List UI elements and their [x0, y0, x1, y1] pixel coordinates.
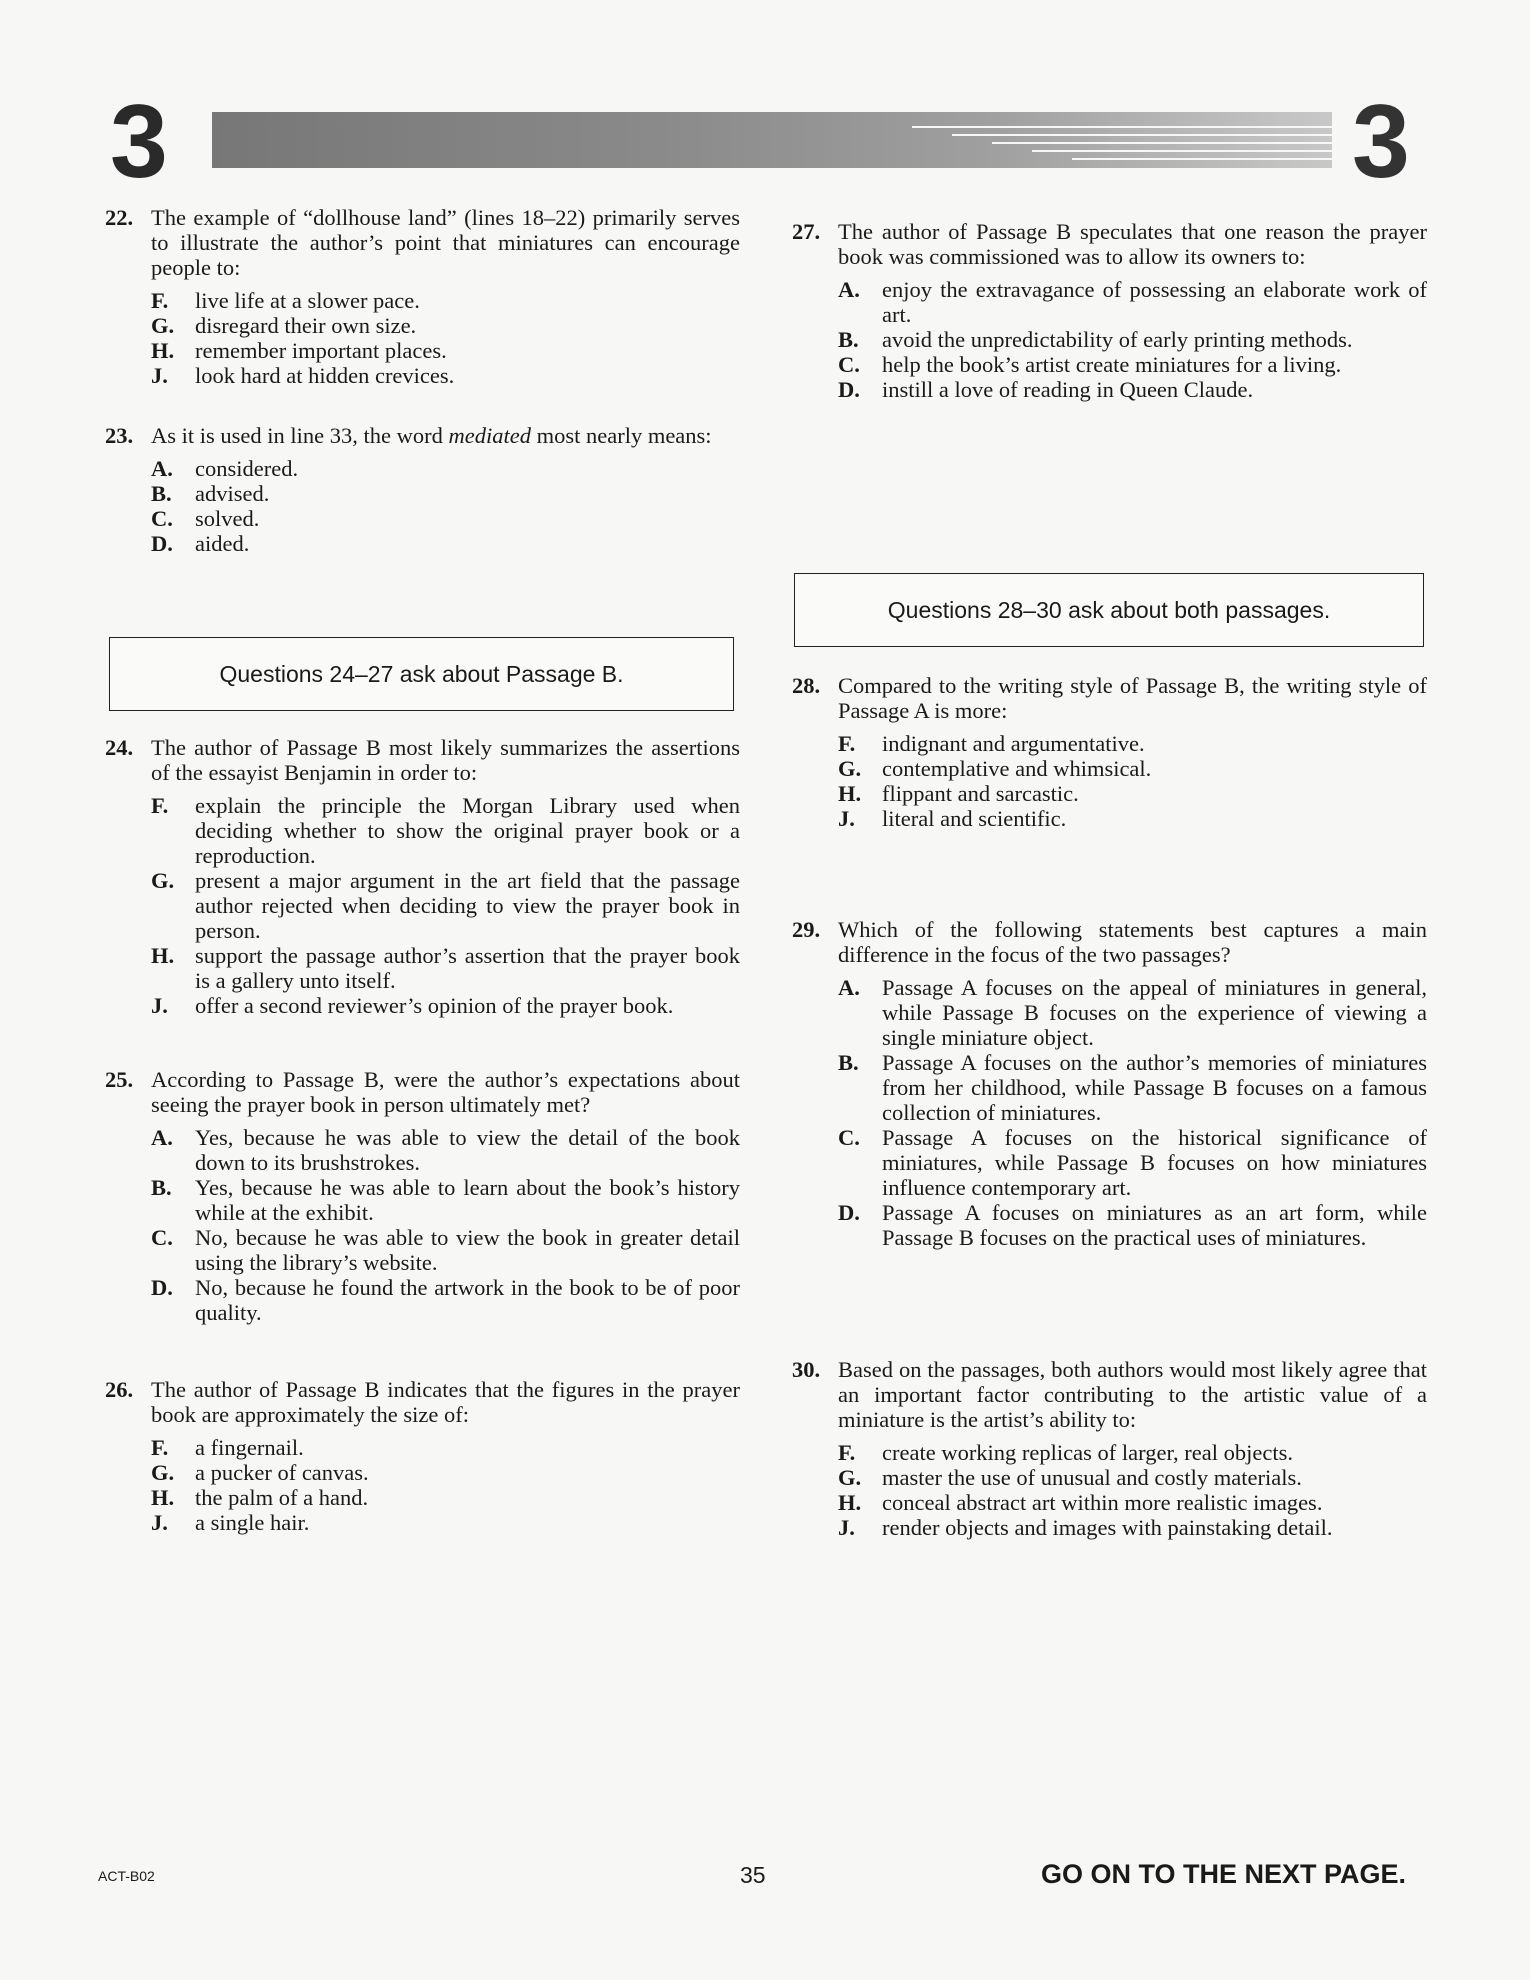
- section-number-right: 3: [1352, 84, 1410, 200]
- option-text: create working replicas of larger, real objects.: [882, 1440, 1293, 1465]
- emphasized-word: mediated: [448, 423, 531, 448]
- answer-option[interactable]: [151, 993, 740, 1018]
- option-letter: D.: [151, 1275, 173, 1300]
- option-text: a fingernail.: [195, 1435, 304, 1460]
- option-letter: A.: [151, 456, 173, 481]
- question-number: 23.: [105, 423, 134, 448]
- option-letter: J.: [838, 806, 855, 831]
- option-letter: B.: [838, 327, 859, 352]
- question-22: [105, 205, 740, 388]
- option-letter: D.: [838, 1200, 860, 1225]
- section-number-left: 3: [110, 84, 168, 200]
- question-stem: Based on the passages, both authors would most likely agree that an important factor contributing to the artistic value of a miniature is the artist’s ability to:: [838, 1357, 1427, 1432]
- option-letter: C.: [838, 352, 860, 377]
- question-number: 24.: [105, 735, 134, 760]
- answer-option[interactable]: [838, 277, 1427, 327]
- option-text: indignant and argumentative.: [882, 731, 1145, 756]
- option-text: render objects and images with painstaking detail.: [882, 1515, 1333, 1540]
- question-29: [792, 917, 1427, 1250]
- answer-option[interactable]: [151, 288, 740, 313]
- question-stem: According to Passage B, were the author’s expectations about seeing the prayer book in person ultimately met?: [151, 1067, 740, 1117]
- question-stem: The author of Passage B most likely summarizes the assertions of the essayist Benjamin in order to:: [151, 735, 740, 785]
- answer-option[interactable]: [151, 363, 740, 388]
- question-24: [105, 735, 740, 1018]
- question-stem: As it is used in line 33, the word mediated most nearly means:: [151, 423, 712, 448]
- answer-option[interactable]: [838, 377, 1427, 402]
- option-text: live life at a slower pace.: [195, 288, 420, 313]
- option-text: look hard at hidden crevices.: [195, 363, 455, 388]
- option-text: a single hair.: [195, 1510, 310, 1535]
- option-text: a pucker of canvas.: [195, 1460, 369, 1485]
- answer-option[interactable]: [151, 1125, 740, 1175]
- option-letter: A.: [838, 975, 860, 1000]
- answer-option[interactable]: [838, 781, 1427, 806]
- option-text: avoid the unpredictability of early printing methods.: [882, 327, 1353, 352]
- option-text: the palm of a hand.: [195, 1485, 369, 1510]
- answer-option[interactable]: [151, 1275, 740, 1325]
- question-28: [792, 673, 1427, 831]
- option-letter: F.: [151, 288, 169, 313]
- option-letter: H.: [838, 781, 862, 806]
- question-number: 30.: [792, 1357, 821, 1382]
- question-number: 29.: [792, 917, 821, 942]
- answer-option[interactable]: [838, 327, 1427, 352]
- option-text: Passage A focuses on miniatures as an art form, while Passage B focuses on the practical uses of miniatures.: [882, 1200, 1427, 1250]
- note-text: Questions 28–30 ask about both passages.: [887, 596, 1331, 623]
- answer-option[interactable]: [838, 731, 1427, 756]
- question-number: 22.: [105, 205, 134, 230]
- answer-option[interactable]: [151, 868, 740, 943]
- option-text: advised.: [195, 481, 270, 506]
- answer-option[interactable]: [838, 1440, 1427, 1465]
- answer-option[interactable]: [838, 352, 1427, 377]
- answer-option[interactable]: [151, 1435, 740, 1460]
- question-number: 27.: [792, 219, 821, 244]
- option-letter: D.: [838, 377, 860, 402]
- option-text: aided.: [195, 531, 250, 556]
- option-text: disregard their own size.: [195, 313, 417, 338]
- answer-option[interactable]: [838, 1125, 1427, 1200]
- answer-option[interactable]: [151, 1175, 740, 1225]
- option-text: Yes, because he was able to learn about the book’s history while at the exhibit.: [195, 1175, 740, 1225]
- question-number: 26.: [105, 1377, 134, 1402]
- option-letter: B.: [151, 1175, 172, 1200]
- answer-option[interactable]: [838, 1515, 1427, 1540]
- option-text: explain the principle the Morgan Library used when deciding whether to show the original prayer book or a reproduction.: [195, 793, 740, 868]
- answer-option[interactable]: [838, 1050, 1427, 1125]
- answer-option[interactable]: [151, 531, 740, 556]
- option-text: Passage A focuses on the historical significance of miniatures, while Passage B focuses on how miniatures influence contemporary art.: [882, 1125, 1427, 1200]
- option-text: No, because he found the artwork in the book to be of poor quality.: [195, 1275, 740, 1325]
- option-text: solved.: [195, 506, 260, 531]
- option-letter: J.: [151, 1510, 168, 1535]
- option-text: offer a second reviewer’s opinion of the prayer book.: [195, 993, 674, 1018]
- answer-option[interactable]: [838, 975, 1427, 1050]
- option-text: considered.: [195, 456, 299, 481]
- question-23: [105, 423, 740, 556]
- option-letter: C.: [151, 1225, 173, 1250]
- option-letter: H.: [151, 338, 175, 363]
- answer-option[interactable]: [151, 481, 740, 506]
- option-text: remember important places.: [195, 338, 447, 363]
- option-letter: J.: [151, 993, 168, 1018]
- option-letter: B.: [838, 1050, 859, 1075]
- option-letter: F.: [838, 1440, 856, 1465]
- answer-option[interactable]: [838, 1200, 1427, 1250]
- option-text: support the passage author’s assertion that the prayer book is a gallery unto itself.: [195, 943, 740, 993]
- option-letter: G.: [151, 1460, 175, 1485]
- next-page-instruction: GO ON TO THE NEXT PAGE.: [1040, 1859, 1406, 1889]
- option-text: flippant and sarcastic.: [882, 781, 1079, 806]
- question-stem: The author of Passage B indicates that the figures in the prayer book are approximately the size of:: [151, 1377, 740, 1427]
- passage-b-note-box: [109, 637, 734, 711]
- answer-option[interactable]: [151, 338, 740, 363]
- option-text: conceal abstract art within more realistic images.: [882, 1490, 1323, 1515]
- answer-option[interactable]: [151, 1460, 740, 1485]
- option-letter: C.: [838, 1125, 860, 1150]
- option-letter: B.: [151, 481, 172, 506]
- option-letter: H.: [151, 1485, 175, 1510]
- answer-option[interactable]: [838, 1465, 1427, 1490]
- option-letter: G.: [151, 313, 175, 338]
- option-text: present a major argument in the art field that the passage author rejected when deciding to view the prayer book in person.: [195, 868, 740, 943]
- question-30: [792, 1357, 1427, 1540]
- option-text: Passage A focuses on the author’s memories of miniatures from her childhood, while Passage B focuses on a famous collection of miniatures.: [882, 1050, 1427, 1125]
- note-text: Questions 24–27 ask about Passage B.: [219, 660, 624, 687]
- both-passages-note-box: [794, 573, 1424, 647]
- answer-option[interactable]: [151, 793, 740, 868]
- answer-option[interactable]: [838, 806, 1427, 831]
- question-stem: Which of the following statements best captures a main difference in the focus of the two passages?: [838, 917, 1427, 967]
- answer-option[interactable]: [151, 1225, 740, 1275]
- option-letter: F.: [151, 793, 169, 818]
- option-letter: G.: [838, 1465, 862, 1490]
- answer-option[interactable]: [838, 756, 1427, 781]
- option-letter: A.: [838, 277, 860, 302]
- question-25: [105, 1067, 740, 1325]
- answer-option[interactable]: [151, 1485, 740, 1510]
- option-letter: J.: [151, 363, 168, 388]
- option-letter: A.: [151, 1125, 173, 1150]
- option-text: No, because he was able to view the book in greater detail using the library’s website.: [195, 1225, 740, 1275]
- option-letter: F.: [838, 731, 856, 756]
- question-number: 25.: [105, 1067, 134, 1092]
- question-stem: The example of “dollhouse land” (lines 18–22) primarily serves to illustrate the author’s point that miniatures can encourage people to:: [151, 205, 740, 280]
- option-text: instill a love of reading in Queen Claude.: [882, 377, 1254, 402]
- option-text: help the book’s artist create miniatures for a living.: [882, 352, 1342, 377]
- option-letter: F.: [151, 1435, 169, 1460]
- question-stem: Compared to the writing style of Passage B, the writing style of Passage A is more:: [838, 673, 1427, 723]
- option-text: enjoy the extravagance of possessing an elaborate work of art.: [882, 277, 1427, 327]
- option-letter: G.: [151, 868, 175, 893]
- option-letter: J.: [838, 1515, 855, 1540]
- answer-option[interactable]: [151, 506, 740, 531]
- answer-option[interactable]: [838, 1490, 1427, 1515]
- answer-option[interactable]: [151, 313, 740, 338]
- question-27: [792, 219, 1427, 402]
- question-26: [105, 1377, 740, 1535]
- option-letter: G.: [838, 756, 862, 781]
- option-text: master the use of unusual and costly materials.: [882, 1465, 1302, 1490]
- option-letter: D.: [151, 531, 173, 556]
- option-letter: H.: [151, 943, 175, 968]
- option-letter: C.: [151, 506, 173, 531]
- option-text: Yes, because he was able to view the detail of the book down to its brushstrokes.: [195, 1125, 740, 1175]
- answer-option[interactable]: [151, 1510, 740, 1535]
- form-code: ACT-B02: [98, 1868, 155, 1884]
- page-number: 35: [740, 1862, 766, 1888]
- option-letter: H.: [838, 1490, 862, 1515]
- option-text: Passage A focuses on the appeal of miniatures in general, while Passage B focuses on the experience of viewing a single miniature object.: [882, 975, 1427, 1050]
- option-text: literal and scientific.: [882, 806, 1067, 831]
- option-text: contemplative and whimsical.: [882, 756, 1152, 781]
- question-stem: The author of Passage B speculates that one reason the prayer book was commissioned was to allow its owners to:: [838, 219, 1427, 269]
- answer-option[interactable]: [151, 456, 740, 481]
- answer-option[interactable]: [151, 943, 740, 993]
- section-header-bar: [212, 112, 1332, 168]
- question-number: 28.: [792, 673, 821, 698]
